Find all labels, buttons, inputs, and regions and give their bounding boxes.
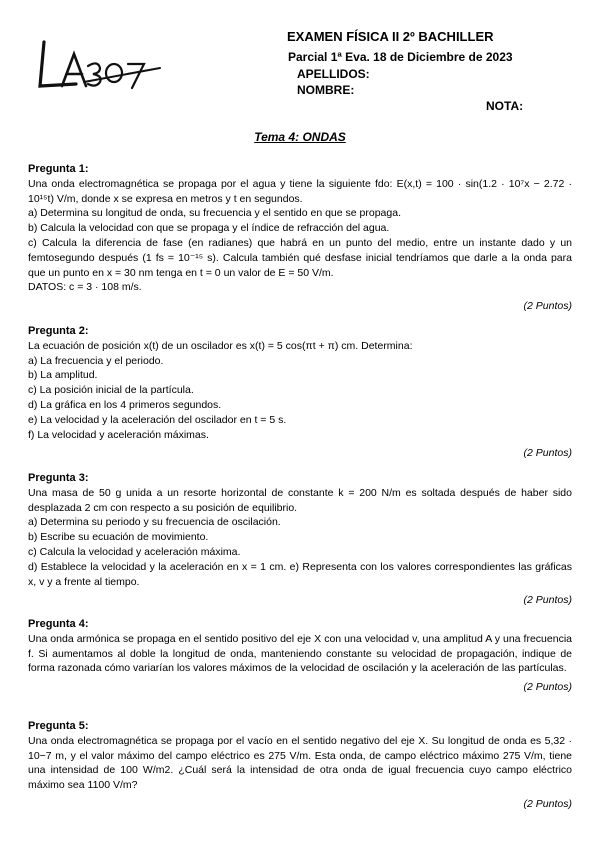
question-1	[28, 162, 572, 314]
question-line: Una onda electromagnética se propaga por el vacío en el sentido negativo del eje X. Su longitud de onda es 5,32 · 10−7 m, y el valor máximo del campo eléctrico es 275 V/m. Esta onda, de campo eléctrico máximo 275 V/m, tiene una intensidad de 100 W/m2. ¿Cuál será la intensidad de otra onda de igual frecuencia cuyo campo eléctrico máximo sea 1100 V/m?	[28, 734, 572, 792]
question-title: Pregunta 1:	[28, 163, 89, 175]
question-line: La ecuación de posición x(t) de un oscilador es x(t) = 5 cos(πt + π) cm. Determina:	[28, 339, 413, 352]
question-line: Una onda armónica se propaga en el sentido positivo del eje X con una velocidad v, una amplitud A y una frecuencia f. Si aumentamos al doble la longitud de onda, manteniendo constante su velocidad de propagación, indique de forma razonada cómo variarían los valores máximos de la velocidad de oscilación y la aceleración de las partículas.	[28, 632, 572, 675]
question-5	[28, 719, 572, 812]
apellidos-label: APELLIDOS:	[297, 67, 370, 81]
question-points: (2 Puntos)	[523, 594, 572, 607]
question-line: DATOS: c = 3 · 108 m/s.	[28, 281, 142, 294]
question-line: Una onda electromagnética se propaga por el agua y tiene la siguiente fdo: E(x,t) = 100 · sin(1.2 · 10⁷x − 2.72 · 10¹⁵t) V/m, donde x se expresa en metros y t en segundos.	[28, 177, 572, 205]
question-line: a) Determina su periodo y su frecuencia de oscilación.	[28, 516, 281, 529]
question-line: a) Determina su longitud de onda, su frecuencia y el sentido en que se propaga.	[28, 207, 401, 220]
question-line: b) Calcula la velocidad con que se propaga y el índice de refracción del agua.	[28, 222, 390, 235]
question-line: f) La velocidad y aceleración máximas.	[28, 428, 209, 441]
question-points: (2 Puntos)	[523, 681, 572, 694]
question-line: b) La amplitud.	[28, 369, 98, 382]
question-title: Pregunta 3:	[28, 472, 89, 484]
question-line: c) Calcula la diferencia de fase (en radianes) que habrá en un punto del medio, entre un instante dado y un femtosegundo después (1 fs = 10⁻¹⁵ s). Calcula también qué desfase inicial tendríamos que darle a la onda para que un punto en x = 30 nm tenga en t = 0 un valor de E = 50 V/m.	[28, 236, 572, 279]
question-title: Pregunta 5:	[28, 720, 89, 732]
la307-logo	[36, 36, 166, 94]
question-points: (2 Puntos)	[523, 447, 572, 460]
question-3	[28, 471, 572, 608]
question-line: e) La velocidad y la aceleración del oscilador en t = 5 s.	[28, 413, 287, 426]
nombre-label: NOMBRE:	[297, 83, 355, 97]
question-line: c) La posición inicial de la partícula.	[28, 384, 194, 397]
question-line: d) Establece la velocidad y la aceleración en x = 1 cm. e) Representa con los valores correspondientes las gráficas x, v y a frente al tiempo.	[28, 560, 572, 588]
question-line: d) La gráfica en los 4 primeros segundos.	[28, 398, 222, 411]
question-2	[28, 324, 572, 461]
nota-label: NOTA:	[486, 99, 524, 113]
exam-title: EXAMEN FÍSICA II 2º BACHILLER	[287, 29, 494, 44]
question-line: b) Escribe su ecuación de movimiento.	[28, 531, 209, 544]
question-4	[28, 617, 572, 695]
question-line: Una masa de 50 g unida a un resorte horizontal de constante k = 200 N/m es soltada después de haber sido desplazada 2 cm con respecto a su posición de equilibrio.	[28, 486, 572, 514]
exam-subtitle: Parcial 1ª Eva. 18 de Diciembre de 2023	[288, 50, 513, 64]
topic-heading: Tema 4: ONDAS	[254, 130, 346, 144]
question-title: Pregunta 4:	[28, 618, 89, 630]
question-line: c) Calcula la velocidad y aceleración máxima.	[28, 545, 241, 558]
question-title: Pregunta 2:	[28, 325, 89, 337]
question-line: a) La frecuencia y el periodo.	[28, 354, 164, 367]
question-points: (2 Puntos)	[523, 300, 572, 313]
question-points: (2 Puntos)	[523, 797, 572, 810]
